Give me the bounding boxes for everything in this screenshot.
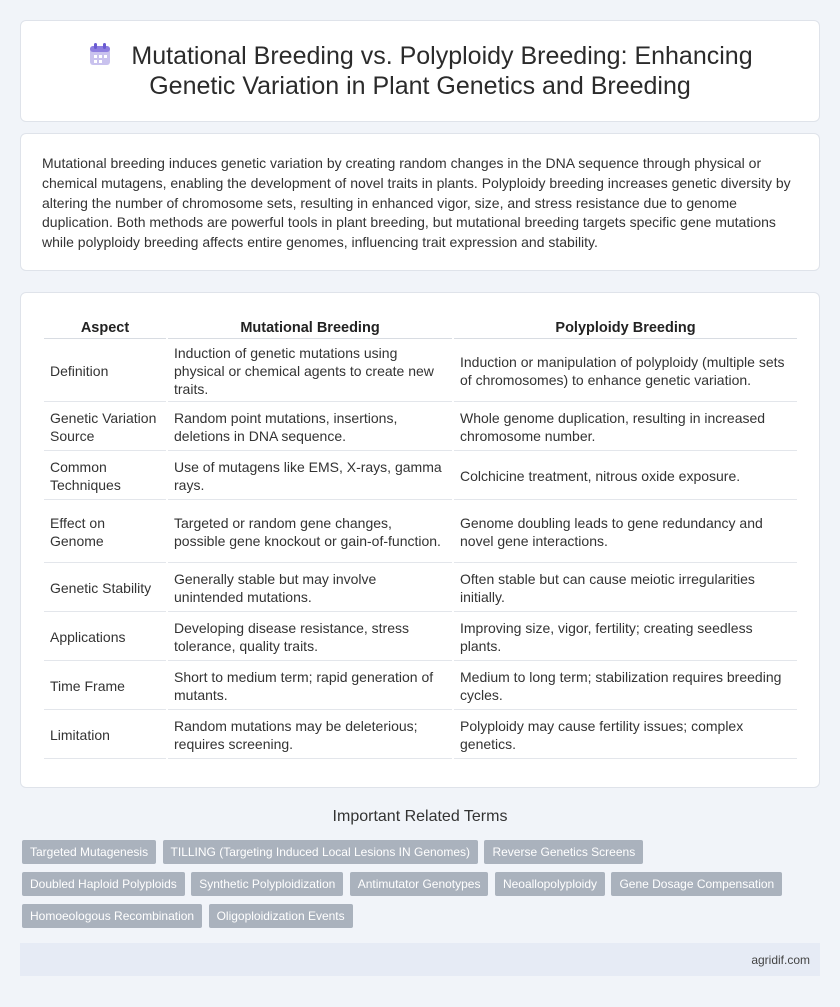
footer bbox=[20, 943, 820, 976]
cell-mutational: Short to medium term; rapid generation of mutants. bbox=[168, 663, 452, 710]
header-aspect: Aspect bbox=[44, 317, 166, 339]
cell-aspect: Applications bbox=[44, 614, 166, 661]
cell-polyploidy: Polyploidy may cause fertility issues; complex genetics. bbox=[454, 712, 797, 759]
calendar-icon bbox=[87, 43, 113, 67]
cell-aspect: Common Techniques bbox=[44, 453, 166, 500]
table-row bbox=[44, 341, 797, 402]
cell-mutational: Targeted or random gene changes, possible gene knockout or gain-of-function. bbox=[168, 502, 452, 563]
header-card bbox=[20, 20, 820, 122]
cell-polyploidy: Whole genome duplication, resulting in increased chromosome number. bbox=[454, 404, 797, 451]
cell-polyploidy: Genome doubling leads to gene redundancy and novel gene interactions. bbox=[454, 502, 797, 563]
related-term-tag[interactable]: Homoeologous Recombination bbox=[22, 904, 202, 928]
related-term-tag[interactable]: TILLING (Targeting Induced Local Lesions IN Genomes) bbox=[163, 840, 478, 864]
footer-site-link[interactable]: agridif.com bbox=[751, 953, 810, 967]
table-row bbox=[44, 453, 797, 500]
related-term-tag[interactable]: Synthetic Polyploidization bbox=[191, 872, 343, 896]
cell-aspect: Definition bbox=[44, 341, 166, 402]
comparison-table-card bbox=[20, 292, 820, 788]
cell-aspect: Genetic Stability bbox=[44, 565, 166, 612]
table-row bbox=[44, 663, 797, 710]
cell-polyploidy: Often stable but can cause meiotic irregularities initially. bbox=[454, 565, 797, 612]
cell-mutational: Random mutations may be deleterious; requires screening. bbox=[168, 712, 452, 759]
related-terms-list bbox=[22, 840, 812, 936]
header-polyploidy: Polyploidy Breeding bbox=[454, 317, 797, 339]
table-row bbox=[44, 502, 797, 563]
related-term-tag[interactable]: Gene Dosage Compensation bbox=[611, 872, 782, 896]
table-row bbox=[44, 565, 797, 612]
page-title: Mutational Breeding vs. Polyploidy Breeding: Enhancing Genetic Variation in Plant Genetics and Breeding bbox=[131, 42, 753, 100]
cell-mutational: Induction of genetic mutations using physical or chemical agents to create new traits. bbox=[168, 341, 452, 402]
related-terms-title: Important Related Terms bbox=[332, 808, 508, 825]
cell-polyploidy: Colchicine treatment, nitrous oxide exposure. bbox=[454, 453, 797, 500]
related-term-tag[interactable]: Antimutator Genotypes bbox=[350, 872, 489, 896]
cell-mutational: Developing disease resistance, stress tolerance, quality traits. bbox=[168, 614, 452, 661]
cell-mutational: Random point mutations, insertions, deletions in DNA sequence. bbox=[168, 404, 452, 451]
related-term-tag[interactable]: Reverse Genetics Screens bbox=[484, 840, 643, 864]
table-header-row bbox=[44, 317, 797, 339]
page-title-wrap bbox=[21, 41, 819, 101]
cell-aspect: Limitation bbox=[44, 712, 166, 759]
cell-mutational: Use of mutagens like EMS, X-rays, gamma rays. bbox=[168, 453, 452, 500]
table-row bbox=[44, 712, 797, 759]
cell-polyploidy: Improving size, vigor, fertility; creating seedless plants. bbox=[454, 614, 797, 661]
summary-card bbox=[20, 133, 820, 271]
summary-text: Mutational breeding induces genetic variation by creating random changes in the DNA sequence through physical or chemical mutagens, enabling the development of novel traits in plants. Polyploidy breeding increases genetic diversity by altering the number of chromosome sets, resulting in enhanced vigor, size, and stress resistance due to genome duplication. Both methods are powerful tools in plant breeding, but mutational breeding targets specific gene mutations while polyploidy breeding affects entire genomes, influencing trait expression and stability. bbox=[42, 155, 791, 251]
cell-polyploidy: Medium to long term; stabilization requires breeding cycles. bbox=[454, 663, 797, 710]
cell-aspect: Time Frame bbox=[44, 663, 166, 710]
cell-mutational: Generally stable but may involve unintended mutations. bbox=[168, 565, 452, 612]
cell-polyploidy: Induction or manipulation of polyploidy (multiple sets of chromosomes) to enhance genetic variation. bbox=[454, 341, 797, 402]
header-mutational: Mutational Breeding bbox=[168, 317, 452, 339]
cell-aspect: Effect on Genome bbox=[44, 502, 166, 563]
table-row bbox=[44, 404, 797, 451]
related-term-tag[interactable]: Oligoploidization Events bbox=[209, 904, 353, 928]
comparison-table bbox=[42, 315, 799, 761]
related-term-tag[interactable]: Doubled Haploid Polyploids bbox=[22, 872, 185, 896]
cell-aspect: Genetic Variation Source bbox=[44, 404, 166, 451]
related-term-tag[interactable]: Neoallopolyploidy bbox=[495, 872, 605, 896]
related-term-tag[interactable]: Targeted Mutagenesis bbox=[22, 840, 156, 864]
table-row bbox=[44, 614, 797, 661]
